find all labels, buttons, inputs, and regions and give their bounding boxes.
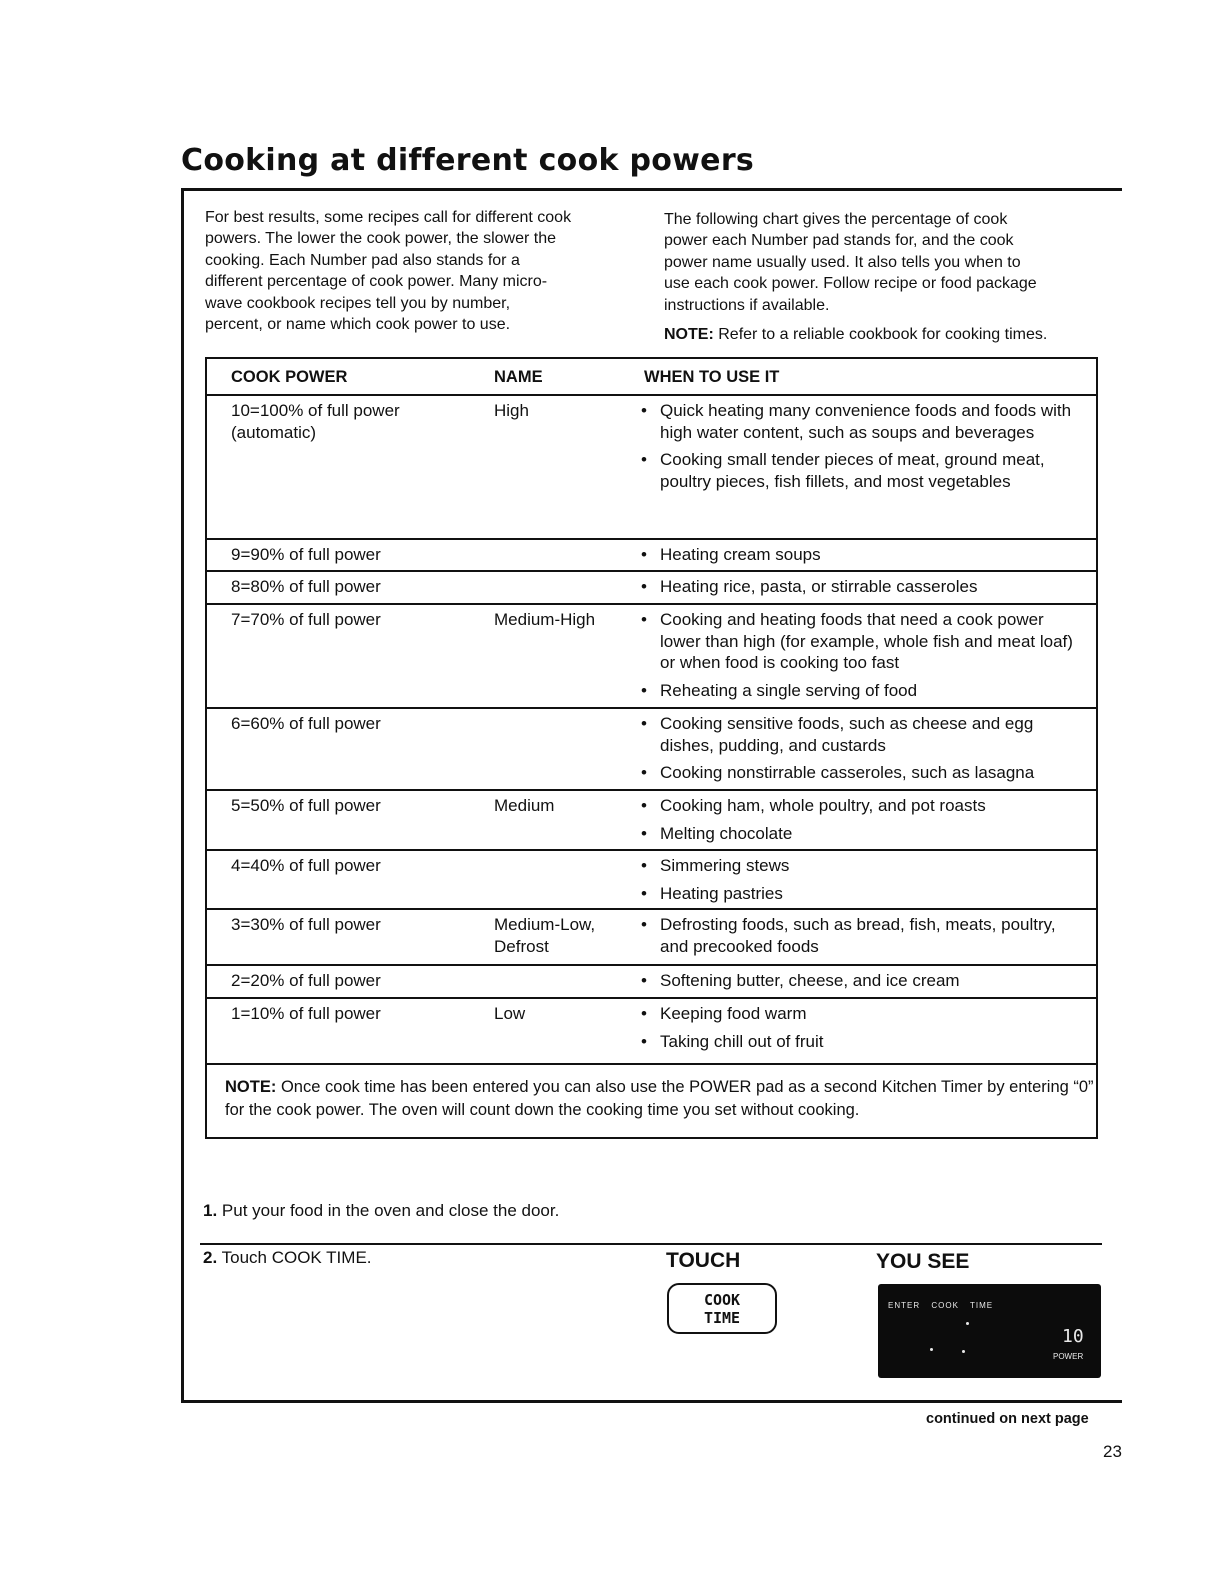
name-text: Medium xyxy=(494,796,555,815)
cook-power-text: 1=10% of full power xyxy=(231,1004,381,1023)
page-number: 23 xyxy=(1103,1442,1122,1461)
note-text: Refer to a reliable cookbook for cooking times. xyxy=(718,326,1048,344)
name-cell xyxy=(494,400,634,422)
cook-power-cell xyxy=(231,795,471,817)
use-item: • Cooking nonstirrable casseroles, such as lasagna xyxy=(641,762,1081,784)
when-to-use-cell xyxy=(641,544,1081,572)
header-name: NAME xyxy=(494,368,543,386)
header-when-to-use: WHEN TO USE IT xyxy=(644,368,780,386)
use-item: • Taking chill out of fruit xyxy=(641,1031,1081,1053)
use-item: • Cooking sensitive foods, such as cheese and egg dishes, pudding, and custards xyxy=(641,713,1081,756)
touch-label: TOUCH xyxy=(666,1249,741,1272)
intro-left-line: different percentage of cook power. Many micro- xyxy=(205,273,548,291)
when-to-use-cell xyxy=(641,576,1081,604)
step-2 xyxy=(203,1248,372,1268)
use-item: • Cooking small tender pieces of meat, ground meat, poultry pieces, fish fillets, and most vegetables xyxy=(641,449,1081,492)
cook-power-text: 3=30% of full power xyxy=(231,915,381,934)
use-list xyxy=(641,855,1081,904)
when-to-use-cell xyxy=(641,970,1081,998)
display-digits: 10 xyxy=(1062,1326,1084,1347)
cook-power-cell xyxy=(231,1003,471,1025)
intro-right xyxy=(664,209,1114,345)
button-line: TIME xyxy=(703,1309,741,1327)
name-text: High xyxy=(494,401,529,420)
divider xyxy=(200,1243,1102,1245)
table-row xyxy=(207,851,1096,910)
cook-power-cell xyxy=(231,400,471,443)
cook-power-cell xyxy=(231,914,471,936)
step-text: Touch COOK TIME. xyxy=(221,1248,372,1267)
cook-power-text: 6=60% of full power xyxy=(231,714,381,733)
use-list xyxy=(641,914,1081,957)
cook-power-text: 9=90% of full power xyxy=(231,545,381,564)
use-item: • Quick heating many convenience foods and foods with high water content, such as soups and beverages xyxy=(641,400,1081,443)
cook-power-table xyxy=(205,357,1098,1139)
use-item: • Reheating a single serving of food xyxy=(641,680,1081,702)
use-list xyxy=(641,400,1081,492)
when-to-use-cell xyxy=(641,609,1081,707)
name-cell xyxy=(494,1003,634,1025)
cook-power-cell xyxy=(231,713,471,735)
note-label: NOTE: xyxy=(225,1078,277,1096)
cook-power-cell xyxy=(231,970,471,992)
use-item: • Softening butter, cheese, and ice cream xyxy=(641,970,1081,992)
note-text: Once cook time has been entered you can also use the POWER pad as a second Kitchen Timer by entering “0” for the cook power. The oven will count down the cooking time you set without cooking. xyxy=(225,1078,1094,1119)
use-list xyxy=(641,713,1081,784)
display-time: TIME xyxy=(970,1301,994,1310)
name-cell xyxy=(494,914,634,957)
use-list xyxy=(641,795,1081,844)
name-cell xyxy=(494,795,634,817)
use-list xyxy=(641,576,1081,598)
table-row xyxy=(207,540,1096,572)
cook-power-cell xyxy=(231,609,471,631)
use-item: • Heating cream soups xyxy=(641,544,1081,566)
button-line: COOK xyxy=(703,1291,741,1309)
use-item: • Heating pastries xyxy=(641,883,1081,905)
intro-left-line: wave cookbook recipes tell you by number, xyxy=(205,294,511,312)
intro-left xyxy=(205,207,645,335)
oven-display xyxy=(878,1284,1101,1378)
name-cell xyxy=(494,609,634,631)
use-list xyxy=(641,544,1081,566)
use-list xyxy=(641,609,1081,701)
cook-power-note: (automatic) xyxy=(231,422,317,442)
use-item: • Heating rice, pasta, or stirrable casseroles xyxy=(641,576,1081,598)
you-see-label: YOU SEE xyxy=(876,1250,970,1273)
table-row xyxy=(207,966,1096,999)
intro-right-line: power name usually used. It also tells you when to xyxy=(664,253,1021,271)
step-number: 2. xyxy=(203,1248,218,1267)
intro-right-line: The following chart gives the percentage of cook xyxy=(664,211,1008,228)
header-cook-power: COOK POWER xyxy=(231,368,348,386)
display-power: POWER xyxy=(1053,1352,1084,1361)
cook-power-cell xyxy=(231,855,471,877)
cook-power-text: 8=80% of full power xyxy=(231,577,381,596)
cook-power-text: 10=100% of full power xyxy=(231,401,400,420)
display-cook: COOK xyxy=(931,1301,959,1310)
intro-right-line: use each cook power. Follow recipe or food package xyxy=(664,275,1037,293)
use-item: • Defrosting foods, such as bread, fish, meats, poultry, and precooked foods xyxy=(641,914,1081,957)
table-row xyxy=(207,396,1096,540)
cook-power-cell xyxy=(231,576,471,598)
when-to-use-cell xyxy=(641,400,1081,498)
table-note xyxy=(225,1076,1095,1122)
step-number: 1. xyxy=(203,1201,218,1220)
display-labels xyxy=(888,1301,1001,1310)
cook-power-text: 5=50% of full power xyxy=(231,796,381,815)
when-to-use-cell xyxy=(641,713,1081,790)
table-row xyxy=(207,791,1096,851)
when-to-use-cell xyxy=(641,795,1081,850)
intro-right-line: instructions if available. xyxy=(664,296,830,314)
display-dot xyxy=(966,1322,969,1325)
use-item: • Simmering stews xyxy=(641,855,1081,877)
continued-label: continued on next page xyxy=(926,1411,1089,1427)
intro-left-line: For best results, some recipes call for different cook xyxy=(205,209,572,226)
cook-power-text: 2=20% of full power xyxy=(231,971,381,990)
table-row xyxy=(207,709,1096,791)
display-enter: ENTER xyxy=(888,1301,921,1310)
intro-right-line: power each Number pad stands for, and the cook xyxy=(664,232,1014,250)
page-title: Cooking at different cook powers xyxy=(181,143,755,178)
display-dot xyxy=(962,1350,965,1353)
step-1 xyxy=(203,1201,559,1221)
intro-left-line: cooking. Each Number pad also stands for a xyxy=(205,251,520,269)
name-text: Medium-Low, xyxy=(494,915,596,934)
intro-note xyxy=(664,324,1114,345)
use-item: • Melting chocolate xyxy=(641,823,1081,845)
table-row xyxy=(207,999,1096,1065)
name-text: Low xyxy=(494,1004,526,1023)
cook-power-text: 4=40% of full power xyxy=(231,856,381,875)
cook-time-button[interactable] xyxy=(667,1283,777,1334)
when-to-use-cell xyxy=(641,1003,1081,1058)
table-header xyxy=(207,359,1096,396)
table-row xyxy=(207,572,1096,605)
table-row xyxy=(207,605,1096,709)
name-text: Medium-High xyxy=(494,610,596,629)
use-list xyxy=(641,1003,1081,1052)
display-dot xyxy=(930,1348,933,1351)
table-row xyxy=(207,910,1096,966)
name-text: Defrost xyxy=(494,936,549,956)
when-to-use-cell xyxy=(641,855,1081,910)
cook-power-cell xyxy=(231,544,471,566)
step-text: Put your food in the oven and close the door. xyxy=(221,1201,560,1220)
intro-left-line: percent, or name which cook power to use. xyxy=(205,316,511,334)
intro-left-line: powers. The lower the cook power, the slower the xyxy=(205,230,556,248)
note-label: NOTE: xyxy=(664,326,714,344)
use-item: • Cooking ham, whole poultry, and pot roasts xyxy=(641,795,1081,817)
use-item: • Cooking and heating foods that need a cook power lower than high (for example, whole fish and meat loaf) or when food is cooking too fast xyxy=(641,609,1081,674)
when-to-use-cell xyxy=(641,914,1081,963)
use-list xyxy=(641,970,1081,992)
cook-power-text: 7=70% of full power xyxy=(231,610,381,629)
use-item: • Keeping food warm xyxy=(641,1003,1081,1025)
